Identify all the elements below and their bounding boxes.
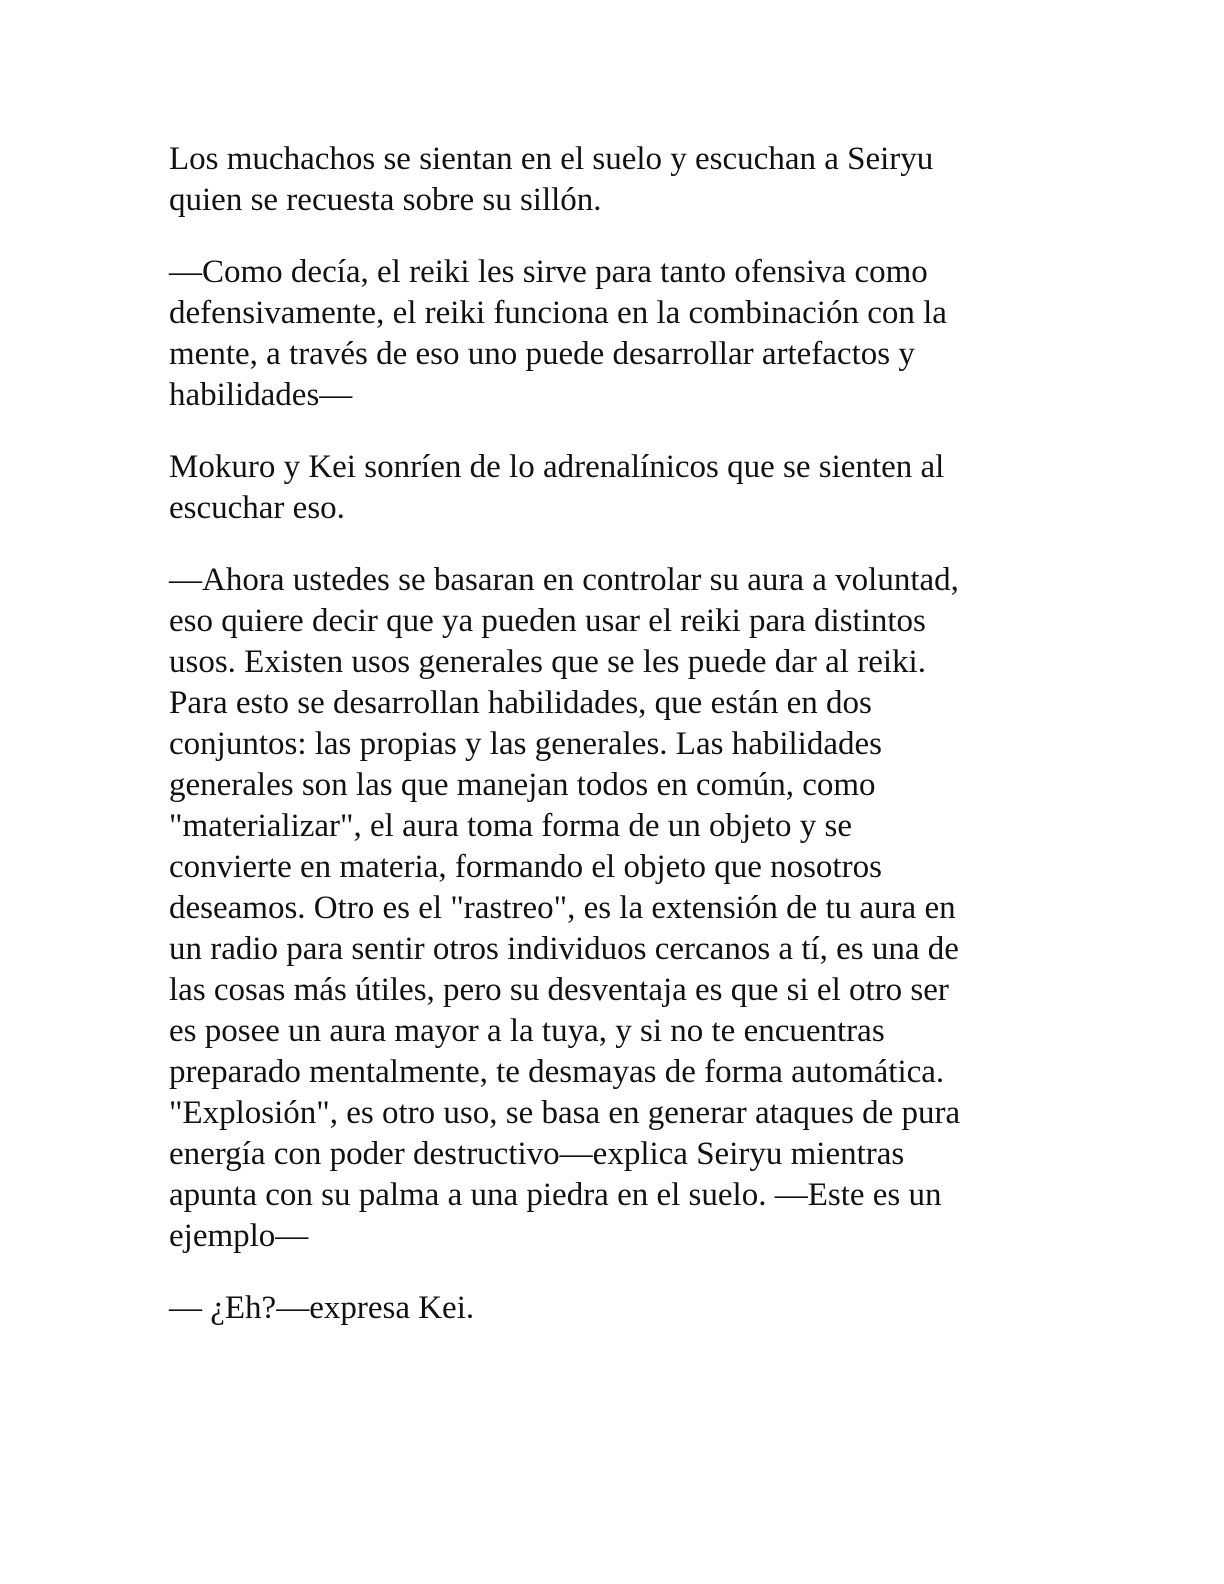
- paragraph: Los muchachos se sientan en el suelo y escuchan a Seiryu quien se recuesta sobre su sillón.: [169, 141, 934, 218]
- paragraph: —Ahora ustedes se basaran en controlar su aura a voluntad, eso quiere decir que ya pueden usar el reiki para distintos usos. Existen usos generales que se les puede dar al reiki. Para esto se desarrollan habilidades, que están en dos conjuntos: las propias y las generales. Las habilidades generales son las que manejan todos en común, como "materializar", el aura toma forma de un objeto y se convierte en materia, formando el objeto que nosotros deseamos. Otro es el "rastreo", es la extensión de tu aura en un radio para sentir otros individuos cercanos a tí, es una de las cosas más útiles, pero su desventaja es que si el otro ser es posee un aura mayor a la tuya, y si no te encuentras preparado mentalmente, te desmayas de forma automática. "Explosión", es otro uso, se basa en generar ataques de pura energía con poder destructivo—explica Seiryu mientras apunta con su palma a una piedra en el suelo. —Este es un ejemplo—: [169, 562, 961, 1254]
- paragraph: — ¿Eh?—expresa Kei.: [169, 1290, 475, 1326]
- paragraph: —Como decía, el reiki les sirve para tanto ofensiva como defensivamente, el reiki funciona en la combinación con la mente, a través de eso uno puede desarrollar artefactos y habilidades—: [169, 254, 947, 413]
- text-body: [169, 139, 1049, 1360]
- paragraph: Mokuro y Kei sonríen de lo adrenalínicos que se sienten al escuchar eso.: [169, 449, 945, 526]
